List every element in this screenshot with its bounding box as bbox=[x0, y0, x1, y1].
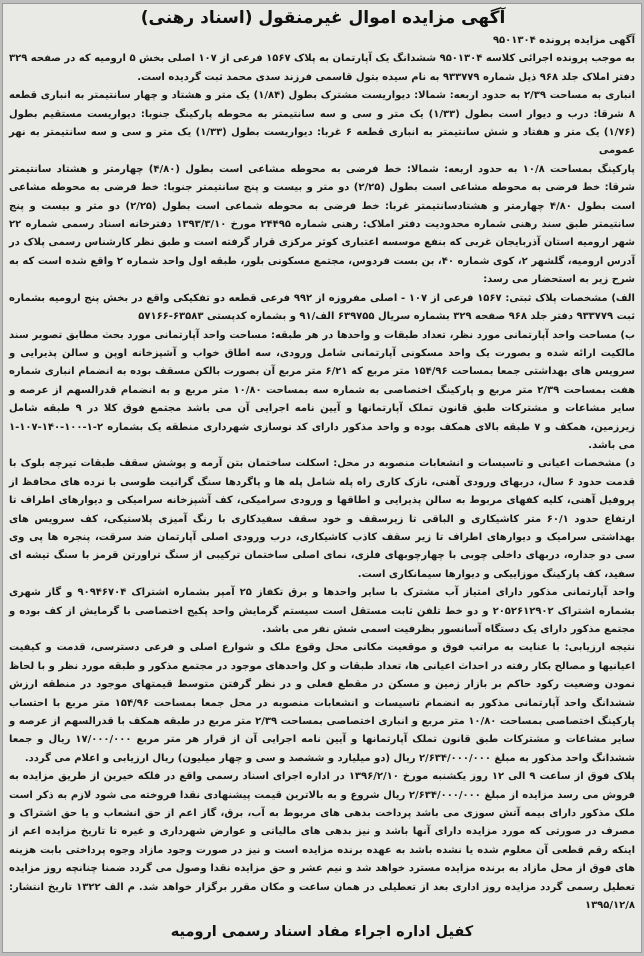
notice-paragraph-storage: انباری به مساحت ۲/۳۹ به حدود اربعه: شمالا: دیواریست مشترک بطول (۱/۸۴) یک متر و هشتاد و چهار سانتیمتر به انباری قطعه ۸ شرقا: درب و دیوار است بطول (۱/۳۳) یک متر و سی و سه سانتیمتر به محوطه پارکینگ جنوبا: دیواریست مستقیم بطول (۱/۷۶) یک متر و هفتاد و شش سانتیمتر به انباری قطعه ۶ غربا: دیواریست بطول (۱/۳۳) یک متر و سی و سه سانتیمتر به نهر عمومی bbox=[9, 90, 636, 157]
notice-paragraph-registration: الف) مشخصات پلاک ثبتی: ۱۵۶۷ فرعی از ۱۰۷ - اصلی مفروزه از ۹۹۲ فرعی قطعه دو تفکیکی واقع در بخش پنج ارومیه بشماره ثبت ۹۳۳۷۷۹ دفتر جلد ۹۶۸ صفحه ۳۲۹ بشماره سریال ۶۳۹۷۵۵ الف/۹۱ و بشماره کدپستی ۶۳۵۸۳-۵۷۱۶۶ bbox=[9, 292, 635, 323]
notice-signature: کفیل اداره اجراء مفاد اسناد رسمی ارومیه bbox=[170, 924, 474, 940]
newspaper-notice bbox=[2, 3, 642, 953]
notice-paragraph-valuation: نتیجه ارزیابی: با عنایت به مراتب فوق و موقعیت مکانی محل وقوع ملک و شوارع اصلی و فرعی دسترسی، قدمت و کیفیت اعیانیها و مصالح بکار رفته در احداث اعیانی ها، تعداد طبقات و کل واحدهای موجود در مجتمع مذکور و طبقه مورد نظر و با لحاظ نمودن وضعیت رکود حاکم بر بازار زمین و مسکن در مقطع فعلی و در نظر گرفتن متوسط قیمتهای موجود در منطقه ارزش ششدانگ واحد آپارتمانی مذکور به انضمام تاسیسات و انشعابات منصوبه در محل جمعا بمساحت ۱۵۴/۹۶ متر مربع با احتساب پارکینگ اختصاصی بمساحت ۱۰/۸۰ متر مربع و انباری اختصاصی بمساحت ۲/۳۹ متر مربع در طبقه همکف با قدرالسهم از عرصه و سایر مشاعات و مشترکات طبق قانون تملک آپارتمانها و آیین نامه اجرایی آن از قرار هر متر مربع ۱۷/۰۰۰/۰۰۰ ریال و جمعا ششدانگ واحد مذکور به مبلغ ۲/۶۳۴/۰۰۰/۰۰۰ ریال (دو میلیارد و ششصد و سی و چهار میلیون) ریال ارزیابی و اعلام می گردد. bbox=[9, 642, 636, 764]
notice-body bbox=[9, 32, 635, 916]
notice-paragraph-parking: پارکینگ بمساحت ۱۰/۸ به حدود اربعه: شمالا: خط فرضی به محوطه مشاعی است بطول (۴/۸۰) چهارمتر و هشتاد سانتیمتر شرقا: خط فرضی به محوطه مشاعی است بطول (۲/۲۵) دو متر و بیست و پنج سانتیمتر جنوبا: خط فرضی به محوطه مشاعی است بطول ۴/۸۰ چهارمتر و هشتادسانتیمتر غربا: خط فرضی به محوطه شماعی است بطول (۲/۲۵) دو متر و بیست و پنج سانتیمتر طبق سند رهنی شماره محدودیت دفتر املاک: رهنی شماره ۲۴۴۹۵ مورخ ۱۳۹۳/۳/۱۰ دفترخانه اسناد رسمی شماره ۲۲ شهر ارومیه استان آذربایجان غربی که بنفع موسسه اعتباری کوثر مرکزی قرار گرفته است و طبق نظر کارشناس رسمی پلاک در آدرس ارومیه، گلشهر ۲، کوی شماره ۴۰، بن بست فردوس، مجتمع مسکونی بلور، طبقه اول واحد شماره ۲ واقع شده است که به شرح زیر به استحضار می رسد: bbox=[9, 163, 636, 286]
notice-paragraph-property-intro: به موجب پرونده اجرائی کلاسه ۹۵۰۱۳۰۴ ششدانگ یک آپارتمان به پلاک ۱۵۶۷ فرعی از ۱۰۷ اصلی بخش ۵ ارومیه که در صفحه ۳۲۹ دفتر املاک جلد ۹۶۸ ذیل شماره ۹۳۳۷۷۹ به نام سیده بتول قاسمی فرزند سدی محمد ثبت گردیده است. bbox=[9, 53, 635, 83]
notice-title: آگهی مزایده اموال غیرمنقول (اسناد رهنی) bbox=[140, 8, 506, 28]
notice-paragraph-auction-terms: پلاک فوق از ساعت ۹ الی ۱۲ روز یکشنبه مورخ ۱۳۹۶/۲/۱۰ در اداره اجرای اسناد رسمی واقع در فلکه خیرین از طریق مزایده به فروش می رسد مزایده از مبلغ ۲/۶۳۴/۰۰۰/۰۰۰ ریال شروع و به بالاترین قیمت پیشنهادی نقدا فروخته می شود لازم به ذکر است ملک مذکور دارای بیمه آتش سوزی می باشد پرداخت بدهی های مربوط به آب، برق، گاز اعم از حق انشعاب و یا حق اشتراک و مصرف در صورتی که مورد مزایده دارای آنها باشد و نیز بدهی های مالیاتی و عوارض شهرداری و غیره تا تاریخ مزایده اعم از اینکه رقم قطعی آن معلوم شده یا نشده باشد به عهده برنده مزایده است و نیز در صورت وجود مازاد وجوه پرداختی بابت هزینه های فوق از محل مازاد به برنده مزایده مسترد خواهد شد و نیم عشر و حق مزایده نقدا وصول می گردد ضمنا چنانچه روز مزایده تعطیل رسمی گردد مزایده روز اداری بعد از تعطیلی در همان ساعت و مکان مقرر برگزار خواهد شد. م الف ۱۳۲۲ تاریخ انتشار: ۱۳۹۵/۱۲/۸ bbox=[9, 771, 636, 912]
notice-paragraph-case-number: آگهی مزایده پرونده ۹۵۰۱۳۰۴ bbox=[492, 35, 635, 46]
notice-paragraph-building-specs: د) مشخصات اعیانی و تاسیسات و انشعابات منصوبه در محل: اسکلت ساختمان بتن آرمه و پوشش سقف طبقات تیرچه بلوک با قدمت حدود ۶ سال، دربهای ورودی آهنی، نازک کاری راه پله شامل پله ها و پاگردها سنگ گرانیت طوسی با نرده های محافظ از پروفیل آهنی، کلیه کفهای مربوط به سالن پذیرایی و اطاقها و ورودی سرامیکی، کف آشپزخانه سرامیکی و دیوارهای اطراف تا ارتفاع حدود ۶۰/۱ متر کاشیکاری و الباقی تا زیرسقف و خود سقف سفیدکاری با رنگ آمیزی پلاستیکی، کف سرویس های بهداشتی سرامیک و دیوارهای اطراف تا زیر سقف کاذب کاشیکاری، درب ورودی اصلی آپارتمان ضد سرقت، پنجره ها پی وی سی دو جداره، دربهای داخلی چوبی با چهارچوبهای فلزی، نمای اصلی ساختمان ترکیبی از سنگ تراورتن قرمز با سنگ تیشه ای سفید، کف پارکینگ موزاییکی و دیوارها سیمانکاری است. bbox=[9, 458, 635, 580]
notice-paragraph-utilities: واحد آپارتمانی مذکور دارای امتیاز آب مشترک با سایر واحدها و برق تکفاز ۲۵ آمپر بشماره اشتراک ۹۰۹۴۶۷۰۴ و گاز شهری بشماره اشتراک ۲۰۵۲۶۱۲۹۰۲ و دو خط تلفن ثابت مستقل است سیستم گرمایش واحد پکیج اختصاصی با گرمایش از کف بوده و مجتمع مذکور دارای یک دستگاه آسانسور بظرفیت اسمی شش نفر می باشد. bbox=[9, 587, 636, 635]
notice-paragraph-area: ب) مساحت واحد آپارتمانی مورد نظر، تعداد طبقات و واحدها در هر طبقه: مساحت واحد آپارتمانی مورد بحث مطابق تصویر سند مالکیت ارائه شده و بصورت یک واحد مسکونی آپارتمانی شامل ورودی، سه اطاق خواب و آشپزخانه اوپن و سالن پذیرایی و سرویس های بهداشتی جمعا بمساحت ۱۵۴/۹۶ متر مربع که ۶/۲۱ متر مربع آن بصورت بالکن مسقف بوده به انضمام انباری شماره هفت بمساحت ۲/۳۹ متر مربع و پارکینگ اختصاصی به شماره سه بمساحت ۱۰/۸۰ متر مربع و به انضمام قدرالسهم از عرصه و سایر مشاعات و مشترکات طبق قانون تملک آپارتمانها و آیین نامه اجرایی آن می باشد مجتمع فوق کلا در ۹ طبقه شامل زیرزمین، همکف و ۷ طبقه بالای همکف بوده و واحد مذکور دارای کد نوسازی شهرداری منطقه یک بشماره ۲-۱-۱۰۰-۱۴۰-۱۰۷-۱ می باشد. bbox=[9, 329, 636, 451]
